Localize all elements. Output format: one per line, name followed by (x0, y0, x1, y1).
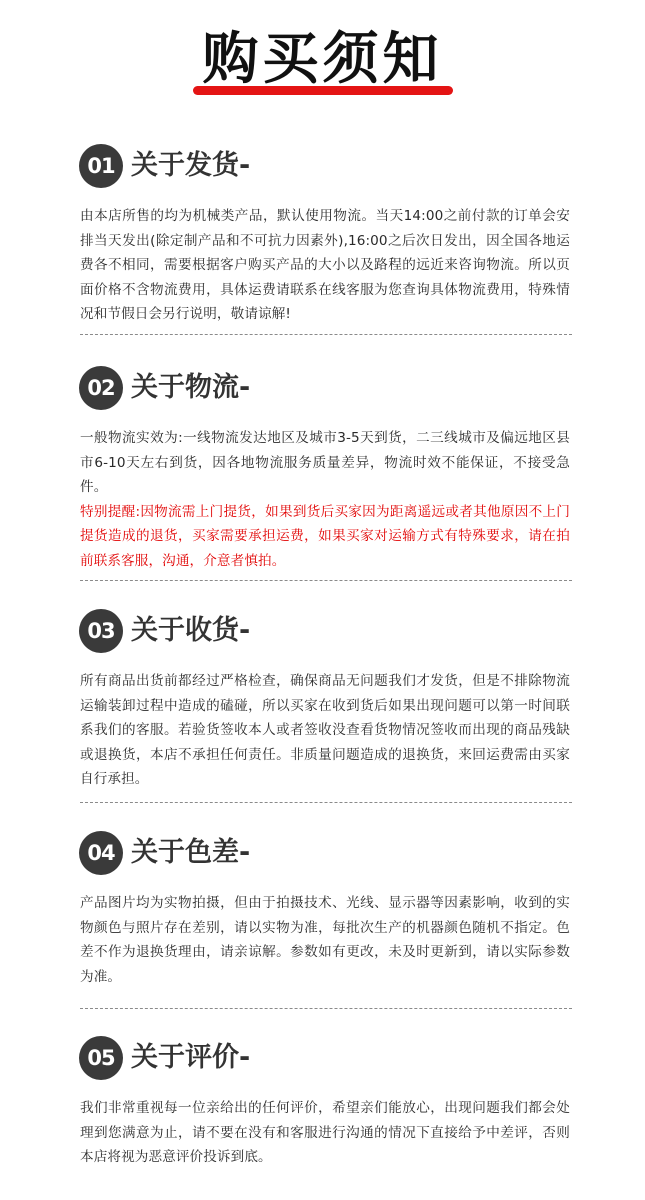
section-color-difference (80, 829, 580, 989)
section-body-text: 一般物流实效为:一线物流发达地区及城市3-5天到货，二三线城市及偏远地区县市6-10天左右到货，因各地物流服务质量差异，物流时效不能保证，不接受急件。 (80, 430, 570, 495)
section-header (79, 142, 580, 190)
special-reminder-text: 特别提醒:因物流需上门提货，如果到货后买家因为距离遥远或者其他原因不上门提货造成的退货，买家需要承担运费，如果买家对运输方式有特殊要求，请在拍前联系客服，沟通，介意者慎拍。 (80, 503, 570, 569)
section-body: 产品图片均为实物拍摄，但由于拍摄技术、光线、显示器等因素影响，收到的实物颜色与照片存在差别，请以实物为准，每批次生产的机器颜色随机不指定。色差不作为退换货理由，请亲谅解。参数如有更改，未及时更新到，请以实际参数为准。 (80, 895, 570, 985)
section-title: 关于发货- (131, 150, 251, 181)
section-header (79, 1034, 580, 1082)
page-title: 购买须知 (202, 27, 443, 92)
section-header (79, 607, 580, 655)
section-body: 我们非常重视每一位亲给出的任何评价，希望亲们能放心，出现问题我们都会处理到您满意为止，请不要在没有和客服进行沟通的情况下直接给予中差评，否则本店将视为恶意评价投诉到底。 (80, 1100, 570, 1165)
section-body: 所有商品出货前都经过严格检查，确保商品无问题我们才发货，但是不排除物流运输装卸过程中造成的磕碰，所以买家在收到货后如果出现问题可以第一时间联系我们的客服。若验货签收本人或者签收没查看货物情况签收而出现的商品残缺或退换货，本店不承担任何责任。非质量问题造成的退换货，来回运费需由买家自行承担。 (80, 673, 570, 787)
section-logistics (80, 364, 580, 573)
section-number-badge: 04 (79, 831, 123, 875)
section-number-badge: 05 (79, 1036, 123, 1080)
section-title: 关于物流- (131, 372, 251, 403)
section-header (79, 829, 580, 877)
section-title: 关于评价- (131, 1042, 251, 1073)
section-number-badge: 01 (79, 144, 123, 188)
section-divider (80, 580, 572, 581)
section-number-badge: 02 (79, 366, 123, 410)
section-title: 关于收货- (131, 615, 251, 646)
section-divider (80, 1008, 572, 1009)
section-header (79, 364, 580, 412)
section-divider (80, 802, 572, 803)
section-divider (80, 334, 572, 335)
section-receiving (80, 607, 580, 792)
section-body (80, 426, 570, 573)
section-title: 关于色差- (131, 837, 251, 868)
section-shipping (80, 142, 580, 327)
section-body: 由本店所售的均为机械类产品，默认使用物流。当天14:00之前付款的订单会安排当天发出(除定制产品和不可抗力因素外),16:00之后次日发出，因全国各地运费各不相同，需要根据客户购买产品的大小以及路程的远近来咨询物流。所以页面价格不含物流费用，具体运费请联系在线客服为您查询具体物流费用，特殊情况和节假日会另行说明，敬请谅解! (80, 208, 570, 322)
page-header (0, 22, 645, 102)
section-reviews (80, 1034, 580, 1170)
section-number-badge: 03 (79, 609, 123, 653)
